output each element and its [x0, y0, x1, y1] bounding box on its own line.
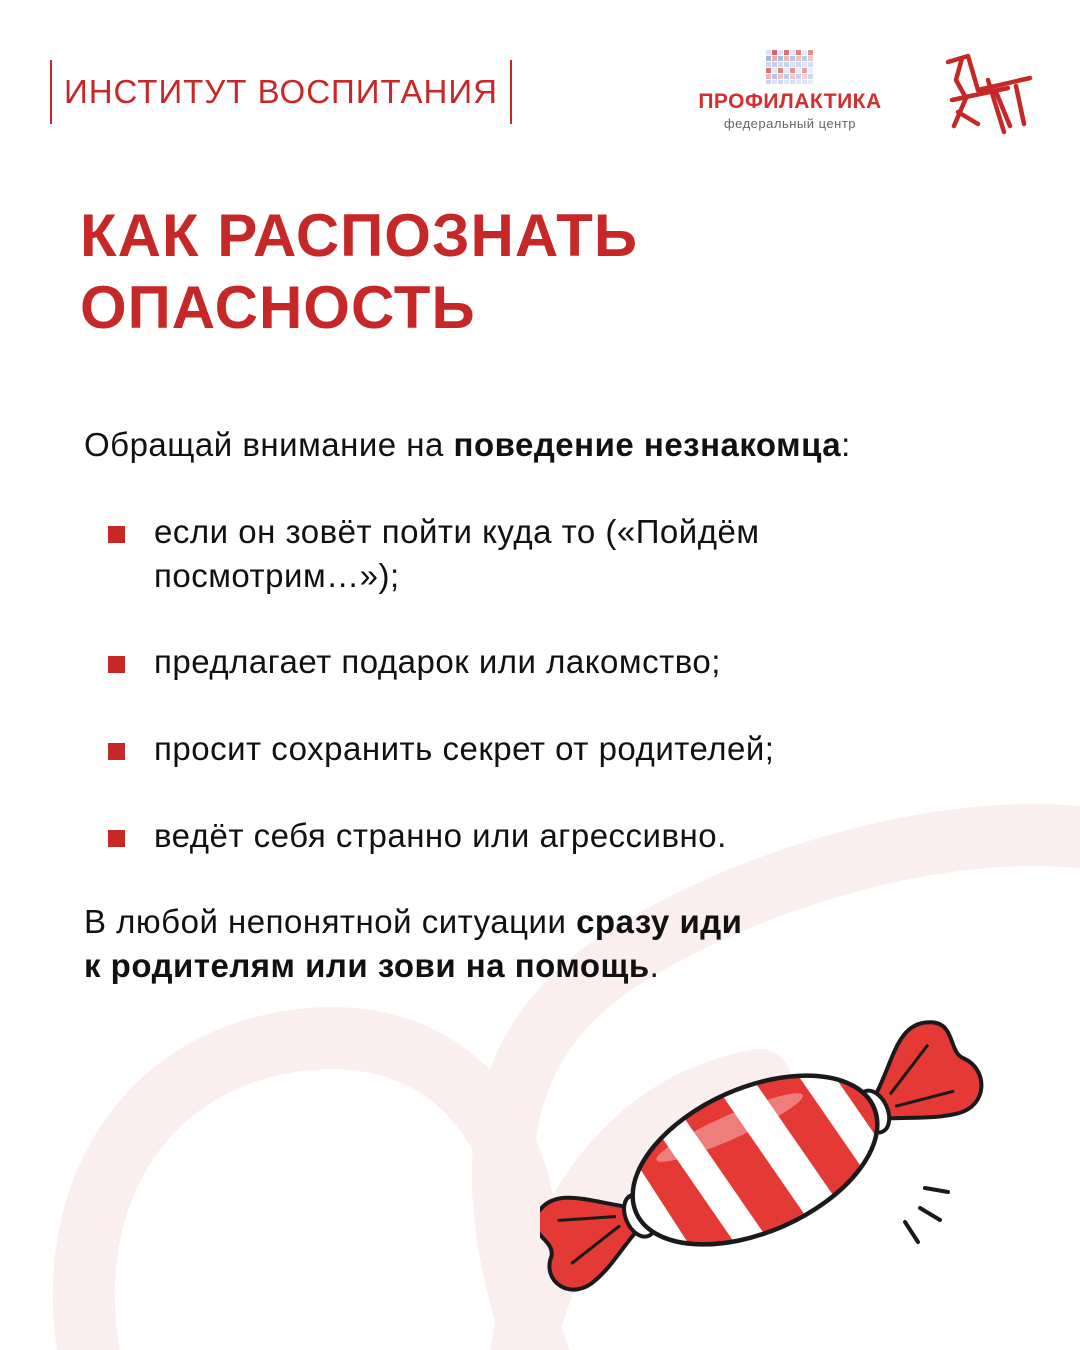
candy-icon	[540, 1020, 1000, 1310]
bullet-square-icon	[108, 656, 125, 673]
page-title	[80, 200, 638, 344]
intro-suffix: :	[841, 426, 851, 463]
intro-bold: поведение незнакомца	[453, 426, 842, 463]
bullet-square-icon	[108, 743, 125, 760]
partner-subtitle: федеральный центр	[723, 116, 857, 131]
outro-bold-1: сразу иди	[576, 903, 743, 940]
title-line-1: КАК РАСПОЗНАТЬ	[80, 202, 638, 269]
partner-logo	[690, 50, 890, 140]
list-item-text: если он зовёт пойти куда то («Пойдём посмотрим…»);	[154, 513, 760, 594]
intro-prefix: Обращай внимание на	[84, 426, 454, 463]
list-item-text: предлагает подарок или лакомство;	[154, 643, 721, 680]
brand-name: ИНСТИТУТ ВОСПИТАНИЯ	[64, 73, 498, 110]
brand-logo	[50, 60, 512, 124]
pixel-grid-icon	[766, 50, 814, 84]
outro-prefix: В любой непонятной ситуации	[84, 903, 577, 940]
horse-logo-icon	[938, 50, 1038, 136]
bullet-square-icon	[108, 830, 125, 847]
partner-title: ПРОФИЛАКТИКА	[698, 90, 882, 113]
title-line-2: ОПАСНОСТЬ	[80, 274, 476, 341]
list-item-text: ведёт себя странно или агрессивно.	[154, 817, 727, 854]
outro-suffix: .	[649, 947, 660, 984]
outro-text	[84, 900, 884, 988]
bullet-square-icon	[108, 526, 125, 543]
intro-text	[84, 422, 851, 468]
outro-bold-2: к родителям или зови на помощь	[84, 947, 650, 984]
list-item-text: просит сохранить секрет от родителей;	[154, 730, 775, 767]
header	[0, 0, 1080, 160]
